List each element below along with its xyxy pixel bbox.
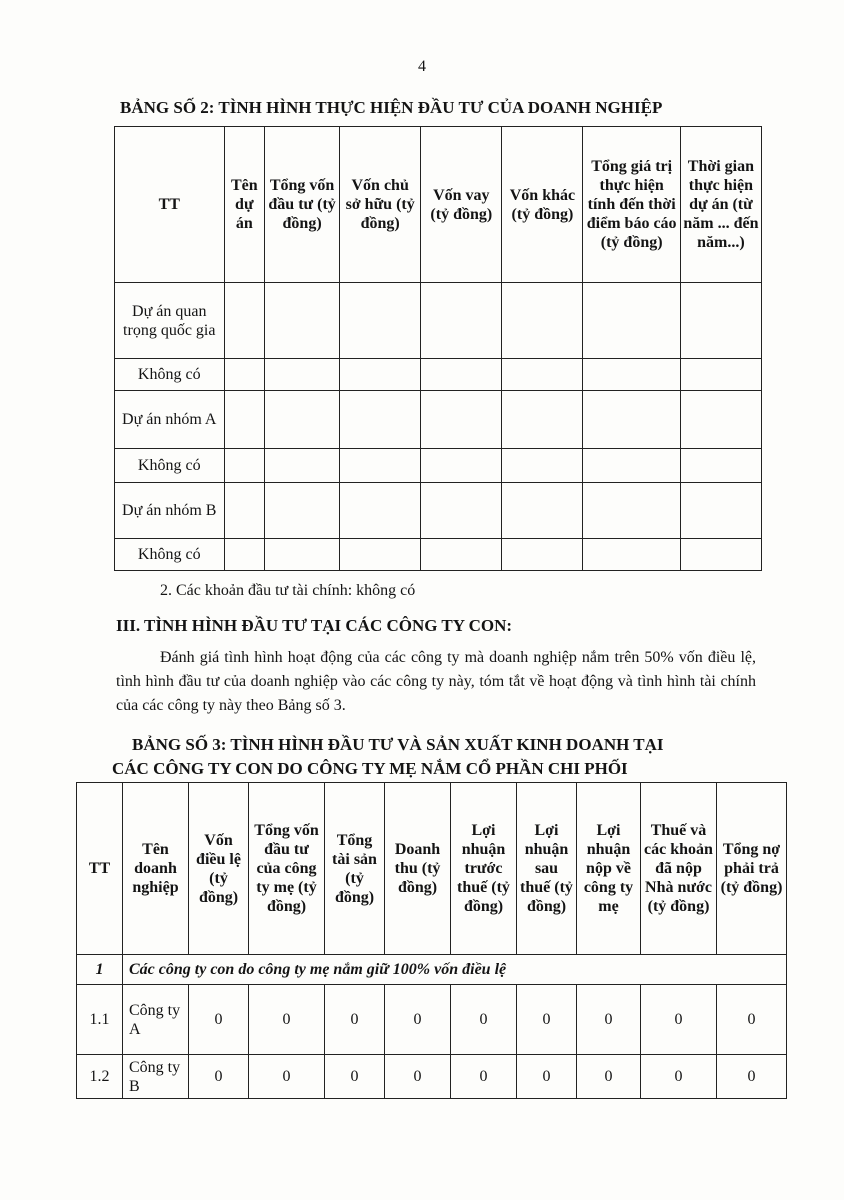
header-cell: Lợi nhuận sau thuế (tỷ đồng) (517, 783, 577, 955)
header-cell: Tên doanh nghiệp (123, 783, 189, 955)
section-paragraph: Đánh giá tình hình hoạt động của các công ty mà doanh nghiệp nắm trên 50% vốn điều lệ, tình hình đầu tư của doanh nghiệp vào các công ty này, tóm tắt về hoạt động và tình hình tài chính của các công ty này theo Bảng số 3. (116, 649, 756, 714)
value-cell: 0 (385, 985, 451, 1055)
header-cell: Vốn vay (tỷ đồng) (421, 127, 502, 283)
header-cell: Tổng giá trị thực hiện tính đến thời điểm báo cáo (tỷ đồng) (583, 127, 680, 283)
header-cell: Tổng vốn đầu tư (tỷ đồng) (265, 127, 340, 283)
value-cell: 0 (325, 1055, 385, 1099)
value-cell: 0 (189, 1055, 249, 1099)
header-cell: Tên dự án (224, 127, 265, 283)
company-name: Công ty A (123, 985, 189, 1055)
value-cell: 0 (641, 1055, 717, 1099)
table-row (77, 985, 787, 1055)
value-cell: 0 (385, 1055, 451, 1099)
header-cell: Lợi nhuận nộp về công ty mẹ (577, 783, 641, 955)
table-row (115, 449, 762, 483)
value-cell: 0 (717, 985, 787, 1055)
table-header-row (115, 127, 762, 283)
header-cell: Tổng vốn đầu tư của công ty mẹ (tỷ đồng) (249, 783, 325, 955)
value-cell: 0 (641, 985, 717, 1055)
section-heading: III. TÌNH HÌNH ĐẦU TƯ TẠI CÁC CÔNG TY CON: (116, 616, 513, 635)
financial-investment-note: 2. Các khoản đầu tư tài chính: không có (160, 582, 416, 599)
table-header-row (77, 783, 787, 955)
header-cell: Doanh thu (tỷ đồng) (385, 783, 451, 955)
value-cell: 0 (451, 1055, 517, 1099)
header-cell: Thời gian thực hiện dự án (từ năm ... đến năm...) (680, 127, 761, 283)
header-cell: TT (115, 127, 225, 283)
subsidiaries-table (76, 782, 787, 1099)
header-cell: Thuế và các khoản đã nộp Nhà nước (tỷ đồng) (641, 783, 717, 955)
page-number: 4 (418, 58, 426, 75)
value-cell: 0 (717, 1055, 787, 1099)
row-number: 1.1 (77, 985, 123, 1055)
row-number: 1.2 (77, 1055, 123, 1099)
header-cell: Lợi nhuận trước thuế (tỷ đồng) (451, 783, 517, 955)
header-cell: Vốn điều lệ (tỷ đồng) (189, 783, 249, 955)
table-row (115, 483, 762, 539)
value-cell: 0 (189, 985, 249, 1055)
table2-title: BẢNG SỐ 2: TÌNH HÌNH THỰC HIỆN ĐẦU TƯ CỦA DOANH NGHIỆP (120, 98, 663, 117)
value-cell: 0 (517, 985, 577, 1055)
table-row (77, 1055, 787, 1099)
header-cell: Tổng nợ phải trả (tỷ đồng) (717, 783, 787, 955)
category-row (77, 955, 787, 985)
value-cell: 0 (577, 985, 641, 1055)
table-row (115, 391, 762, 449)
row-label: Dự án nhóm A (115, 391, 225, 449)
header-cell: Tổng tài sản (tỷ đồng) (325, 783, 385, 955)
header-cell: Vốn khác (tỷ đồng) (502, 127, 583, 283)
header-cell: Vốn chủ sở hữu (tỷ đồng) (340, 127, 421, 283)
row-label: Không có (115, 359, 225, 391)
value-cell: 0 (249, 1055, 325, 1099)
value-cell: 0 (325, 985, 385, 1055)
table-row (115, 283, 762, 359)
table3-title-line1: BẢNG SỐ 3: TÌNH HÌNH ĐẦU TƯ VÀ SẢN XUẤT KINH DOANH TẠI (132, 735, 664, 754)
company-name: Công ty B (123, 1055, 189, 1099)
row-label: Không có (115, 449, 225, 483)
category-label: Các công ty con do công ty mẹ nắm giữ 100% vốn điều lệ (123, 955, 787, 985)
table-row (115, 359, 762, 391)
value-cell: 0 (577, 1055, 641, 1099)
investment-table (114, 126, 762, 571)
header-cell: TT (77, 783, 123, 955)
value-cell: 0 (249, 985, 325, 1055)
row-label: Dự án quan trọng quốc gia (115, 283, 225, 359)
row-label: Không có (115, 539, 225, 571)
value-cell: 0 (517, 1055, 577, 1099)
table3-title-line2: CÁC CÔNG TY CON DO CÔNG TY MẸ NẮM CỔ PHẦN CHI PHỐI (112, 759, 628, 778)
category-number: 1 (77, 955, 123, 985)
table-row (115, 539, 762, 571)
row-label: Dự án nhóm B (115, 483, 225, 539)
value-cell: 0 (451, 985, 517, 1055)
